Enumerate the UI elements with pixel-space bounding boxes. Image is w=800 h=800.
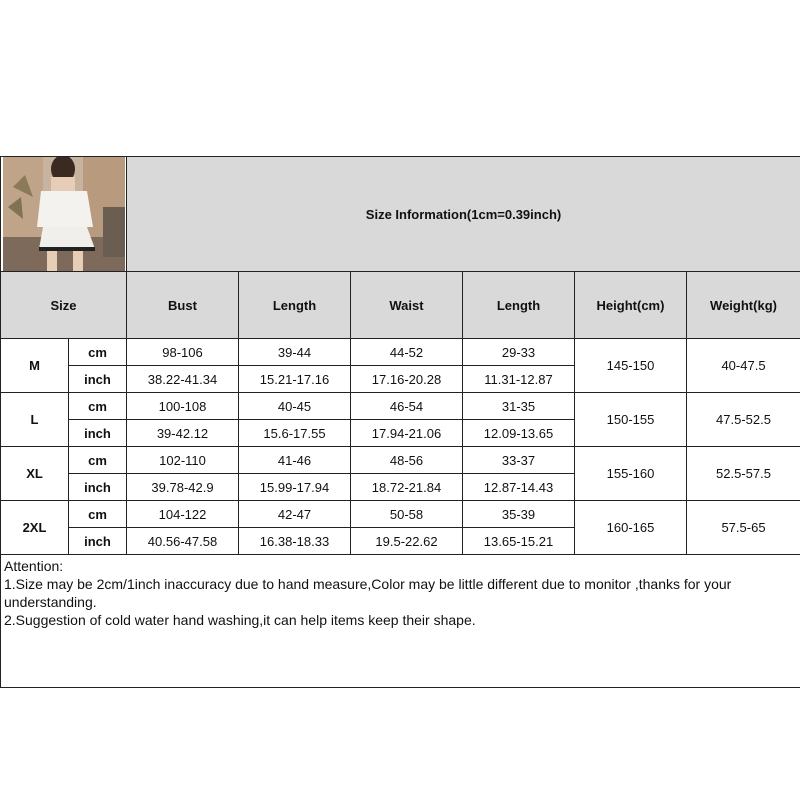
table-cell: 102-110: [127, 447, 239, 474]
size-table: [0, 156, 800, 688]
table-cell: 100-108: [127, 393, 239, 420]
chart-title: Size Information(1cm=0.39inch): [127, 157, 800, 272]
weight-cell: 52.5-57.5: [687, 447, 800, 501]
unit-label: cm: [69, 501, 127, 528]
table-cell: 17.16-20.28: [351, 366, 463, 393]
weight-cell: 40-47.5: [687, 339, 800, 393]
table-cell: 16.38-18.33: [239, 528, 351, 555]
unit-label: cm: [69, 339, 127, 366]
height-cell: 160-165: [575, 501, 687, 555]
attention-line: 1.Size may be 2cm/1inch inaccuracy due to hand measure,Color may be little different due to monitor ,thanks for your understanding.: [4, 576, 732, 610]
table-cell: 15.21-17.16: [239, 366, 351, 393]
table-cell: 39-42.12: [127, 420, 239, 447]
attention-notes: [1, 555, 800, 688]
weight-cell: 57.5-65: [687, 501, 800, 555]
table-cell: 18.72-21.84: [351, 474, 463, 501]
height-cell: 155-160: [575, 447, 687, 501]
table-cell: 98-106: [127, 339, 239, 366]
unit-label: inch: [69, 474, 127, 501]
attention-line: 2.Suggestion of cold water hand washing,it can help items keep their shape.: [4, 612, 476, 628]
size-label: XL: [1, 447, 69, 501]
table-cell: 12.87-14.43: [463, 474, 575, 501]
table-cell: 35-39: [463, 501, 575, 528]
photo-cell: [1, 157, 127, 272]
table-cell: 46-54: [351, 393, 463, 420]
table-cell: 39-44: [239, 339, 351, 366]
table-cell: 40.56-47.58: [127, 528, 239, 555]
unit-label: inch: [69, 420, 127, 447]
size-chart: [0, 156, 800, 686]
column-header: Bust: [127, 272, 239, 339]
table-cell: 48-56: [351, 447, 463, 474]
model-photo: [3, 157, 125, 271]
table-cell: 104-122: [127, 501, 239, 528]
column-header: Height(cm): [575, 272, 687, 339]
unit-label: cm: [69, 393, 127, 420]
size-header: Size: [1, 272, 127, 339]
size-label: 2XL: [1, 501, 69, 555]
weight-cell: 47.5-52.5: [687, 393, 800, 447]
column-header: Length: [239, 272, 351, 339]
column-header: Waist: [351, 272, 463, 339]
table-cell: 42-47: [239, 501, 351, 528]
table-cell: 15.99-17.94: [239, 474, 351, 501]
table-cell: 33-37: [463, 447, 575, 474]
table-cell: 40-45: [239, 393, 351, 420]
table-cell: 11.31-12.87: [463, 366, 575, 393]
table-cell: 19.5-22.62: [351, 528, 463, 555]
attention-heading: Attention:: [4, 558, 64, 574]
table-cell: 29-33: [463, 339, 575, 366]
unit-label: inch: [69, 366, 127, 393]
table-cell: 31-35: [463, 393, 575, 420]
size-label: L: [1, 393, 69, 447]
unit-label: cm: [69, 447, 127, 474]
height-cell: 150-155: [575, 393, 687, 447]
table-cell: 38.22-41.34: [127, 366, 239, 393]
column-header: Weight(kg): [687, 272, 800, 339]
table-cell: 15.6-17.55: [239, 420, 351, 447]
unit-label: inch: [69, 528, 127, 555]
size-label: M: [1, 339, 69, 393]
table-cell: 41-46: [239, 447, 351, 474]
column-header: Length: [463, 272, 575, 339]
table-cell: 50-58: [351, 501, 463, 528]
table-cell: 17.94-21.06: [351, 420, 463, 447]
table-cell: 13.65-15.21: [463, 528, 575, 555]
table-cell: 39.78-42.9: [127, 474, 239, 501]
table-cell: 12.09-13.65: [463, 420, 575, 447]
height-cell: 145-150: [575, 339, 687, 393]
table-cell: 44-52: [351, 339, 463, 366]
